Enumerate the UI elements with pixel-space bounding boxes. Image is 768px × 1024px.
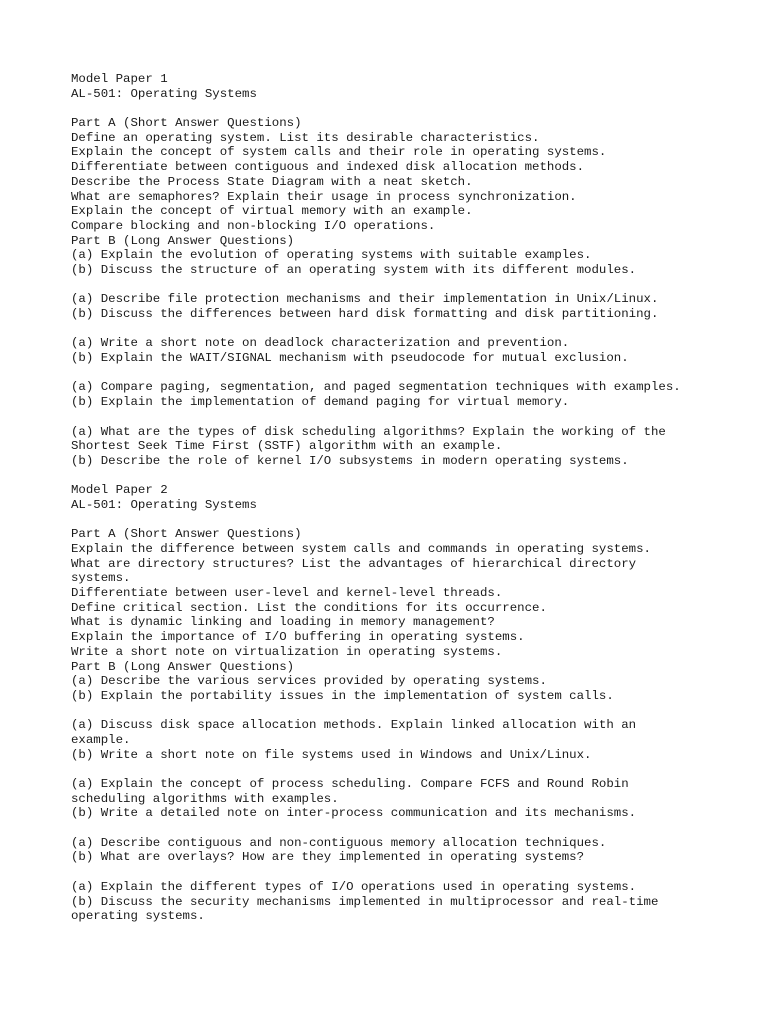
course-title: AL-501: Operating Systems	[71, 86, 257, 101]
question-line: (a) Explain the different types of I/O operations used in operating systems.	[71, 879, 637, 894]
spacer	[71, 278, 731, 293]
question-line: Write a short note on virtualization in operating systems.	[71, 644, 503, 659]
question-line: (a) What are the types of disk scheduling algorithms? Explain the working of the	[71, 424, 666, 439]
spacer	[71, 469, 731, 484]
question-line: Explain the difference between system calls and commands in operating systems.	[71, 542, 651, 556]
question-line: Define an operating system. List its desirable characteristics.	[71, 130, 540, 145]
question-line: Explain the importance of I/O buffering in operating systems.	[71, 630, 525, 645]
question-line: Explain the concept of virtual memory with an example.	[71, 204, 473, 219]
spacer	[71, 821, 731, 836]
question-line: (b) Describe the role of kernel I/O subsystems in modern operating systems.	[71, 453, 629, 468]
question-line: scheduling algorithms with examples.	[71, 791, 339, 806]
question-line: (b) Explain the implementation of demand paging for virtual memory.	[71, 395, 570, 410]
paper-title: Model Paper 2	[71, 483, 168, 498]
question-line: Compare blocking and non-blocking I/O operations.	[71, 218, 436, 233]
question-line: (b) Write a detailed note on inter-process communication and its mechanisms.	[71, 806, 637, 821]
question-line: (a) Describe file protection mechanisms and their implementation in Unix/Linux.	[71, 292, 659, 307]
question-line: What is dynamic linking and loading in memory management?	[71, 615, 495, 630]
spacer	[71, 513, 731, 528]
spacer	[71, 865, 731, 880]
course-title: AL-501: Operating Systems	[71, 497, 257, 512]
question-line: Differentiate between contiguous and indexed disk allocation methods.	[71, 160, 585, 175]
question-line: Describe the Process State Diagram with a neat sketch.	[71, 174, 473, 189]
question-line: systems.	[71, 571, 131, 586]
question-line: (b) What are overlays? How are they implemented in operating systems?	[71, 850, 585, 865]
spacer	[71, 366, 731, 381]
spacer	[71, 762, 731, 777]
question-line: (b) Discuss the differences between hard disk formatting and disk partitioning.	[71, 307, 659, 321]
spacer	[71, 410, 731, 425]
spacer	[71, 704, 731, 719]
part-b-heading: Part B (Long Answer Questions)	[71, 659, 295, 674]
part-a-heading: Part A (Short Answer Questions)	[71, 116, 302, 131]
question-line: (a) Discuss disk space allocation methods. Explain linked allocation with an	[71, 718, 637, 733]
question-line: (a) Describe the various services provided by operating systems.	[71, 674, 547, 689]
question-line: (a) Compare paging, segmentation, and paged segmentation techniques with examples.	[71, 380, 681, 395]
question-line: Explain the concept of system calls and their role in operating systems.	[71, 145, 607, 160]
question-line: Define critical section. List the conditions for its occurrence.	[71, 600, 547, 615]
question-line: (b) Discuss the structure of an operating system with its different modules.	[71, 262, 637, 277]
model-paper-1	[71, 72, 731, 483]
paper-title: Model Paper 1	[71, 72, 168, 86]
document-page	[71, 72, 731, 924]
question-line: Shortest Seek Time First (SSTF) algorithm with an example.	[71, 439, 503, 454]
question-line: operating systems.	[71, 909, 205, 924]
question-line: (a) Write a short note on deadlock characterization and prevention.	[71, 336, 570, 351]
question-line: Differentiate between user-level and kernel-level threads.	[71, 586, 503, 601]
question-line: (a) Describe contiguous and non-contiguous memory allocation techniques.	[71, 835, 607, 850]
part-a-heading: Part A (Short Answer Questions)	[71, 527, 302, 542]
question-line: (b) Write a short note on file systems used in Windows and Unix/Linux.	[71, 747, 592, 762]
spacer	[71, 101, 731, 116]
spacer	[71, 322, 731, 337]
part-b-heading: Part B (Long Answer Questions)	[71, 233, 295, 248]
question-line: example.	[71, 732, 131, 747]
question-line: (a) Explain the concept of process scheduling. Compare FCFS and Round Robin	[71, 777, 629, 791]
question-line: (b) Explain the portability issues in the implementation of system calls.	[71, 688, 614, 703]
question-line: (b) Explain the WAIT/SIGNAL mechanism with pseudocode for mutual exclusion.	[71, 351, 629, 366]
question-line: (b) Discuss the security mechanisms implemented in multiprocessor and real-time	[71, 894, 659, 909]
model-paper-2	[71, 483, 731, 924]
question-line: What are directory structures? List the advantages of hierarchical directory	[71, 556, 637, 571]
question-line: What are semaphores? Explain their usage in process synchronization.	[71, 189, 577, 204]
question-line: (a) Explain the evolution of operating systems with suitable examples.	[71, 248, 592, 263]
